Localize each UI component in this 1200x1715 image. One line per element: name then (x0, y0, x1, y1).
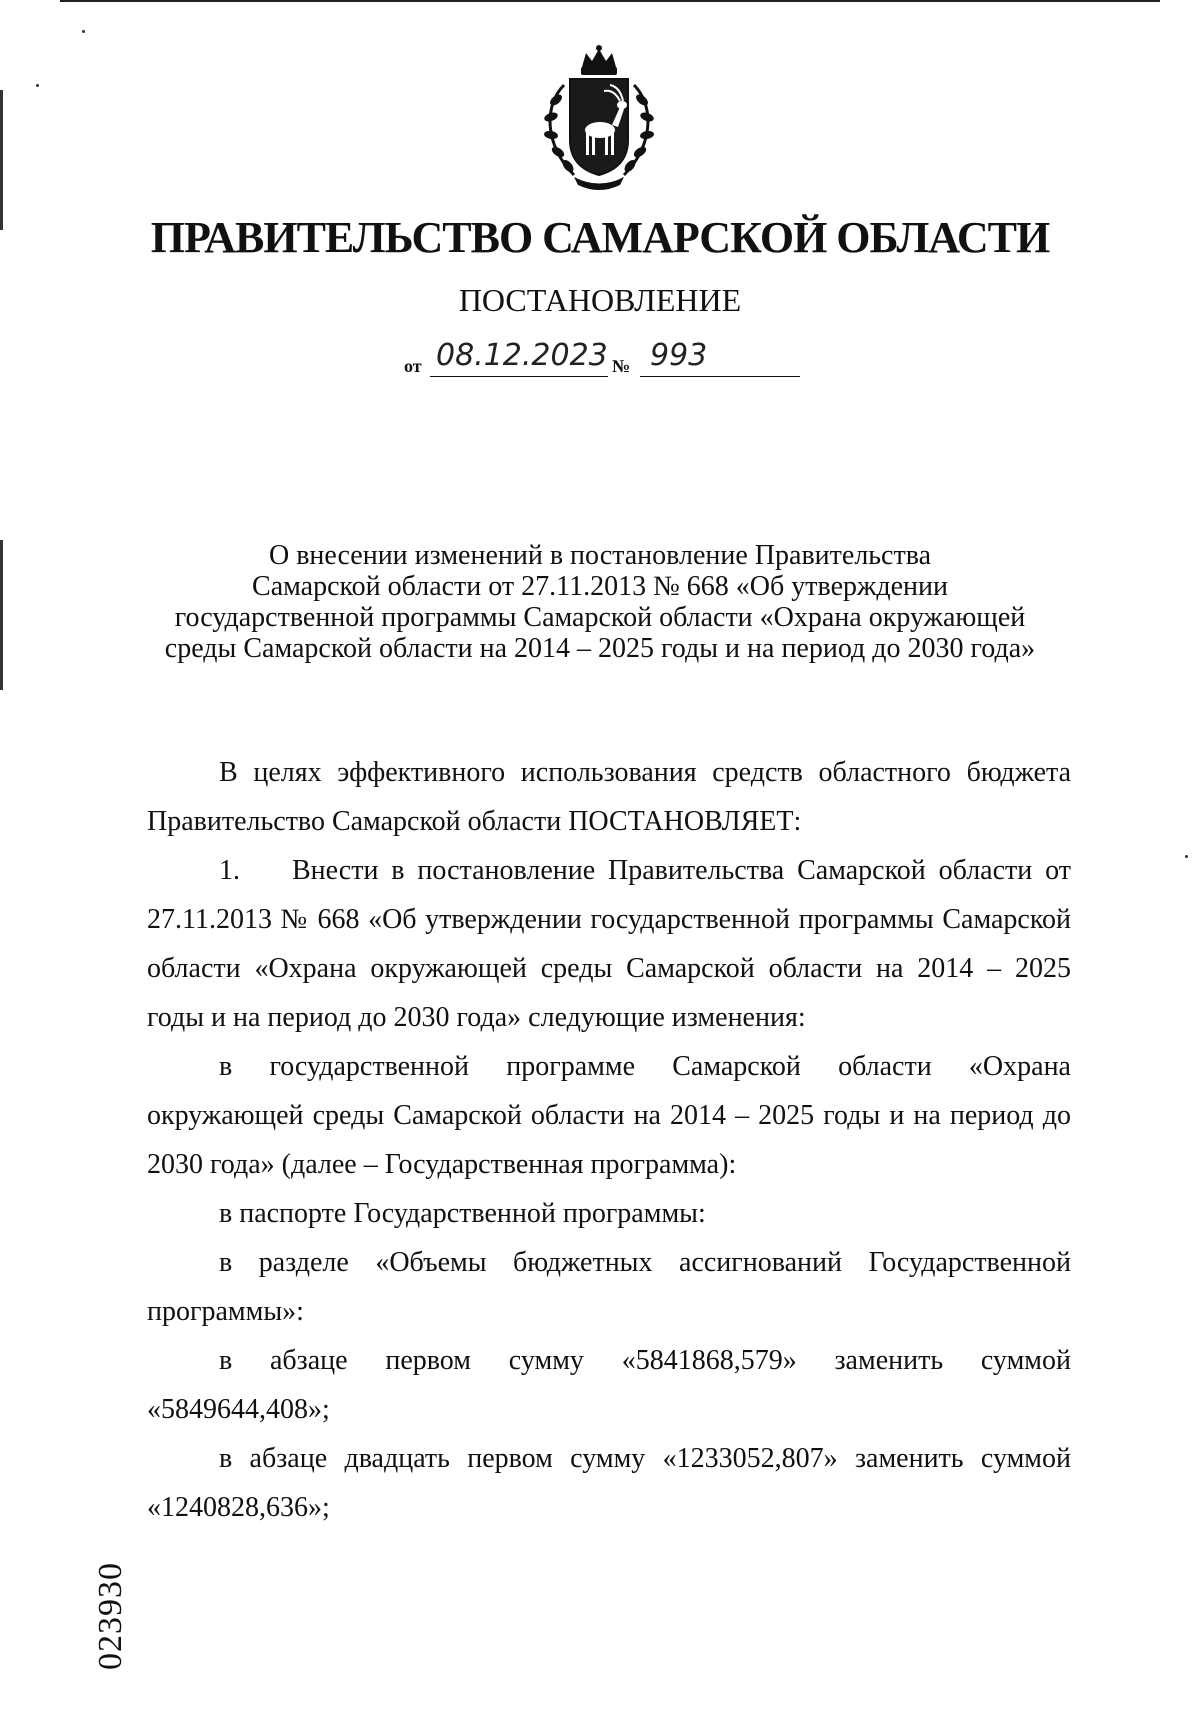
number-prefix: № (612, 356, 631, 376)
paragraph-preamble: В целях эффективного использования средств областного бюджета Правительство Самарской области ПОСТАНОВЛЯЕТ: (147, 757, 1071, 837)
scan-border-left-lower (0, 540, 3, 690)
paragraph-passport: в паспорте Государственной программы: (219, 1198, 706, 1229)
samara-coat-of-arms-icon (534, 45, 664, 190)
scan-speck (1185, 855, 1188, 858)
subject-line: Самарской области от 27.11.2013 № 668 «Об утверждении (252, 571, 948, 602)
date-value: 08.12.2023 (436, 338, 608, 373)
scan-speck (36, 84, 39, 87)
registry-number: 023930 (92, 1562, 129, 1670)
subject-line: О внесении изменений в постановление Правительства (268, 540, 932, 571)
document-subject (140, 540, 1060, 664)
paragraph-item-1 (147, 846, 1071, 1042)
document-type: ПОСТАНОВЛЕНИЕ (458, 282, 742, 318)
item-1-text: Внести в постановление Правительства Самарской области от 27.11.2013 № 668 «Об утверждении государственной программы Самарской области «Охрана окружающей среды Самарской области на 2014 – 2025 годы и на период до 2030 года» следующие изменения: (147, 855, 1071, 1033)
government-title: ПРАВИТЕЛЬСТВО САМАРСКОЙ ОБЛАСТИ (150, 213, 1050, 262)
paragraph-program: в государственной программе Самарской области «Охрана окружающей среды Самарской области на 2014 – 2025 годы и на период до 2030 года» (далее – Государственная программа): (147, 1051, 1071, 1180)
document-body (147, 748, 1071, 1532)
subject-line: государственной программы Самарской области «Охрана окружающей (174, 602, 1026, 633)
scan-border-top (60, 0, 1160, 2)
scan-speck (82, 30, 85, 33)
subject-line: среды Самарской области на 2014 – 2025 годы и на период до 2030 года» (164, 633, 1036, 664)
number-underline (640, 376, 800, 377)
item-number: 1. (219, 855, 240, 886)
date-number-line (404, 338, 804, 382)
date-prefix: от (404, 356, 422, 376)
scan-border-left (0, 90, 3, 230)
paragraph-section: в разделе «Объемы бюджетных ассигнований Государственной программы»: (147, 1247, 1071, 1327)
date-underline (430, 376, 608, 377)
paragraph-amount-twenty-first: в абзаце двадцать первом сумму «1233052,807» заменить суммой «1240828,636»; (147, 1443, 1071, 1523)
paragraph-amount-first: в абзаце первом сумму «5841868,579» заменить суммой «5849644,408»; (147, 1345, 1071, 1425)
registry-number-stamp (82, 1560, 128, 1670)
number-value: 993 (650, 338, 708, 373)
